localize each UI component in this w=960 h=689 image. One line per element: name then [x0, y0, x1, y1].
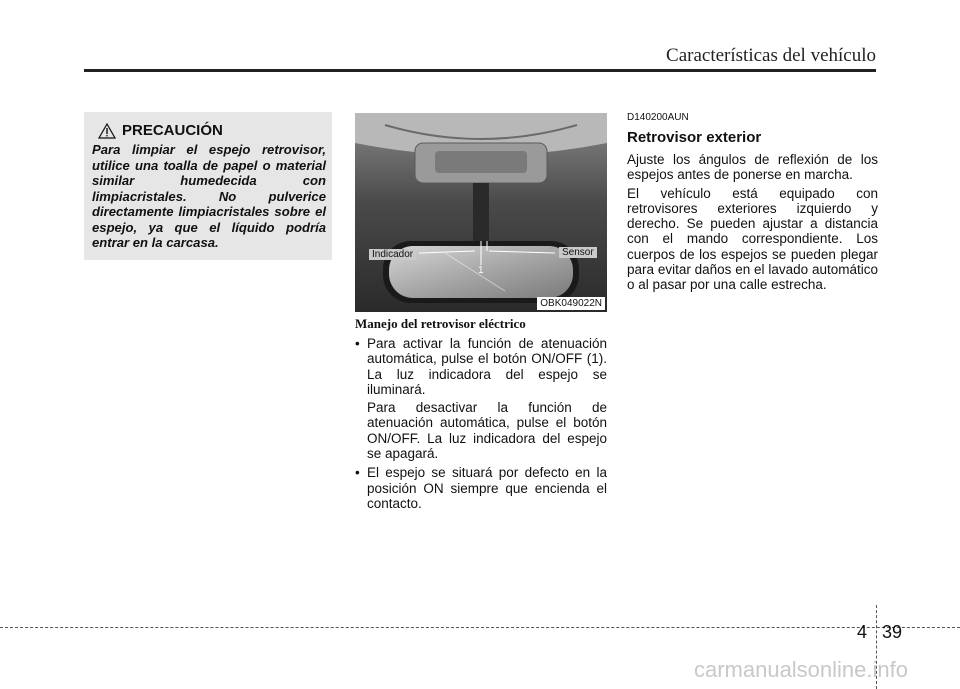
bullet-text: El espejo se situará por defecto en la posición ON siempre que encienda el contacto. — [367, 465, 607, 511]
chapter-number: 4 — [857, 622, 868, 642]
watermark: carmanualsonline.info — [693, 657, 908, 682]
figure-code: OBK049022N — [537, 297, 605, 310]
paragraph: Ajuste los ángulos de reflexión de los espejos antes de ponerse en marcha. — [627, 152, 878, 183]
electric-heading: Manejo del retrovisor eléctrico — [355, 316, 526, 331]
bullet-text: Para activar la función de atenuación automática, pulse el botón ON/OFF (1). La luz indicadora del espejo se iluminará. — [367, 336, 607, 397]
section-title: Retrovisor exterior — [627, 129, 762, 146]
footer-rule — [0, 627, 960, 628]
list-item — [355, 465, 607, 511]
caution-box — [84, 112, 332, 260]
exterior-mirror-section — [627, 112, 878, 296]
electric-mirror-section — [355, 316, 607, 514]
paragraph: El vehículo está equipado con retrovisores exteriores izquierdo y derecho. Se pueden ajustar a distancia con el mando correspondiente. Los cuerpos de los espejos se pueden plegar para evitar daños en el lavado automático o al pasar por una calle estrecha. — [627, 185, 878, 293]
caution-title: PRECAUCIÓN — [122, 122, 223, 139]
figure-callout-number: 1 — [478, 265, 484, 276]
header-rule — [84, 69, 876, 72]
mirror-figure — [355, 113, 607, 312]
warning-icon — [98, 123, 116, 139]
bullet-mark: • — [355, 336, 360, 351]
page-number: 39 — [882, 622, 903, 642]
caution-body: Para limpiar el espejo retrovisor, utilice una toalla de papel o material similar humedecida con limpiacristales. No pulverice directamente limpiacristales sobre el espejo, ya que el líquido podría entrar en la carcasa. — [92, 142, 326, 250]
mirror-photo — [355, 113, 607, 312]
header-title: Características del vehículo — [666, 45, 876, 66]
caution-header — [98, 122, 326, 139]
list-item — [355, 336, 607, 397]
bullet-mark: • — [355, 465, 360, 481]
figure-label-sensor: Sensor — [559, 247, 597, 258]
section-code: D140200AUN — [627, 112, 689, 123]
figure-label-indicator: Indicador — [369, 249, 416, 260]
bullet-continuation: Para desactivar la función de atenuación automática, pulse el botón ON/OFF. La luz indicadora del espejo se apagará. — [367, 400, 607, 462]
